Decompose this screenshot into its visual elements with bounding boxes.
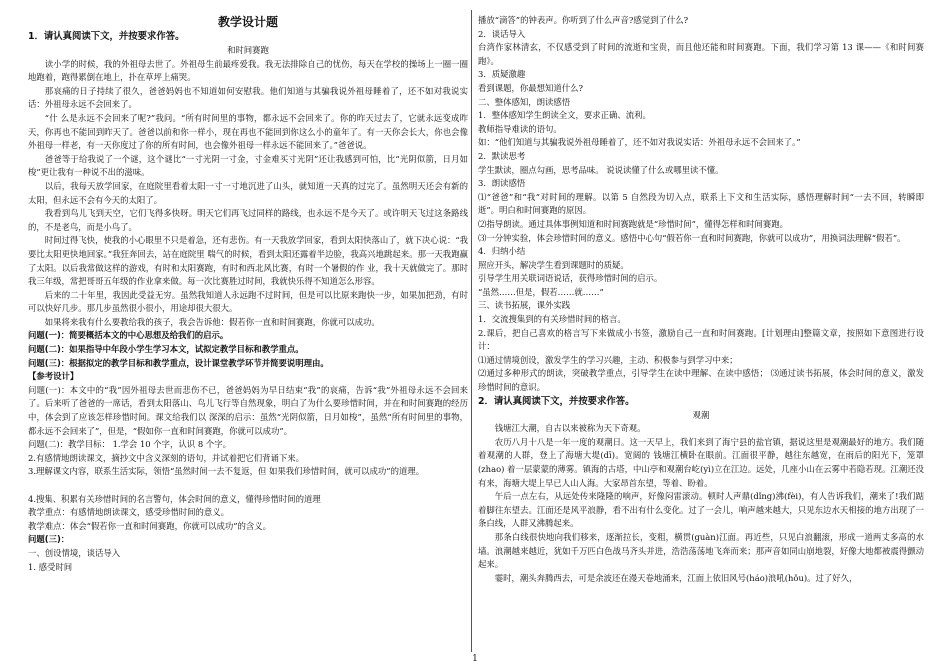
design-line: 教师指导难读的语句。 [478,123,562,134]
design-line: 2.课后，把自己喜欢的格言写下来做成小书签，激励自己一直和时间赛跑。[计划理由]整篇文章，按照如下意图进行设计： [478,327,924,352]
design-line: 台湾作家林清玄，不仅感受到了时间的流逝和宝贵，而且他还能和时间赛跑。下面，我们学习第 13 课——《和时间赛跑》。 [478,42,924,66]
story-2-paragraph: 霎时，潮头奔腾西去，可是余波还在漫天卷地涌来，江面上依旧风号(háo)浪吼(hǒu)。过了好久， [494,572,858,583]
question-item: 问题(一)：简要概括本文的中心思想及给我们的启示。 [28,330,229,341]
question-2-heading: 2．请认真阅读下文，并按要求作答。 [478,395,635,407]
design-line: 二、整体感知，朗读感悟 [478,96,571,107]
design-line: ⑴通过情境创设，激发学生的学习兴趣，主动、积极参与到学习中来； [478,354,738,365]
design-line: 3．质疑激趣 [478,69,526,80]
design-line: 2．默读思考 [478,150,526,161]
design-line: ⑵通过多种形式的朗读，突破教学重点，引导学生在读中理解、在读中感悟； ⑶通过读书拓展，体会时间的意义，激发珍惜时间的意识。 [478,368,924,393]
answer-2-line: 4.搜集、积累有关珍惜时间的名言警句，体会时间的意义，懂得珍惜时间的道理 [28,493,321,504]
question-item: 问题(三)：根据拟定的教学目标和教学重点，设计课堂教学环节并简要说明理由。 [28,357,329,368]
design-line: 1．整体感知学生朗读全文，要求正确、流利。 [478,110,651,121]
design-line: 学生默读，圈点勾画，思考品味。 说说读懂了什么或哪里读不懂。 [478,164,724,175]
story-paragraph: 读小学的时候，我的外祖母去世了。外祖母生前最疼爱我。我无法排除自己的忧伤，每天在学校的操场上一圈一圈地跑着，跑得累倒在地上，扑在草坪上痛哭。 [28,58,468,83]
question-1-heading: 1．请认真阅读下文，并按要求作答。 [28,31,185,42]
answer-2-line: 教学重点：有感情地朗读课文，感受珍惜时间的意义。 [28,507,229,518]
design-line: 引导学生用关联词语说话，获得珍惜时间的启示。 [478,273,663,284]
story-paragraph: 我看到鸟儿飞到天空，它们飞得多快呀。明天它们再飞过同样的路线，也永远不是今天了。或许明天飞过这条路线的，不是老鸟，而是小鸟了。 [28,208,468,232]
design-line: 播放“滴答”的钟表声。你听到了什么声音?感觉到了什么? [478,15,689,25]
page-title: 教学设计题 [217,15,278,29]
design-line: 3．朗读感悟 [478,178,526,189]
q3-line: 1. 感受时间 [28,561,73,572]
story-2-paragraph: 午后一点左右，从远处传来隆隆的响声，好像闷雷滚动。顿时人声鼎(dǐng)沸(fèi)，有人告诉我们，潮来了!我们踮着脚往东望去。江面还是风平浪静，看不出有什么变化。过了一会儿，响声越来越大，只见东边水天相接的地方出现了一条白线，人群又沸腾起来。 [478,491,924,529]
answer-2-line: 2.有感情地朗读课文，摘抄文中含义深刻的语句，并试着把它们背诵下来。 [28,452,304,463]
design-line: 看到课题，你最想知道什么? [478,82,583,93]
story-2-paragraph: 农历八月十八是一年一度的观潮日。这一天早上，我们来到了海宁县的盐官镇，据说这里是观潮最好的地方。我们随着观潮的人群，登上了海塘大堤(dī)。宽阔的 钱塘江横卧在眼前。江面很平静，越往东越宽，在雨后的阳光下，笼罩(zhao) 着一层蒙蒙的薄雾。镇海的古塔，中山亭和观潮台屹(yì)立在江边。远处，几座小山在云雾中若隐若现。江潮还没有来，海塘大堤上早已人山人海。大家昂首东望，等着、盼着。 [478,436,924,488]
column-divider [471,10,472,652]
design-line: 4．归纳小结 [478,246,526,257]
story-2-title: 观潮 [692,409,710,420]
story-paragraph: 爸爸等于给我说了一个谜，这个谜比“一寸光阴一寸金，寸金难买寸光阴”还让我感到可怕，比“光阴似箭，日月如梭”更让我有一种说不出的滋味。 [28,153,468,178]
design-line: 照应开头，解决学生看到课题时的质疑。 [478,259,629,270]
design-line: “虽然……但是，假若……就……” [478,286,604,297]
question-3-label: 问题(三)： [28,534,70,545]
story-paragraph: 后来的二十年里，我因此受益无穷。虽然我知道人永远跑不过时间，但是可以比原来跑快一步，如果加把劲，有时可以快好几步。那几步虽然很小很小，用途却很大很大。 [28,289,468,314]
story-paragraph: 时间过得飞快，使我的小心眼里不只是着急，还有悲伤。有一天我放学回家，看到太阳快落山了，就下决心说：“我要比太阳更快地回家。”我狂奔回去，站在庭院里 喘气的时候，看到太阳还露着半边脸，我高兴地跳起来。那一天我跑赢了太阳。以后我常做这样的游戏，有时和太阳赛跑，有时和西北风比赛，有时一个暑假的作 业，我十天就做完了。那时我三年级，常把哥哥五年级的作业拿来做。每一次比赛胜过时间，我就快乐得不知道怎么形容。 [28,235,468,287]
answer-2-line: 问题(二)：教学目标： 1.学会 10 个字，认识 8 个字。 [28,439,231,450]
spacer [28,479,468,493]
story-paragraph: 那哀痛的日子持续了很久，爸爸妈妈也不知道如何安慰我。他们知道与其骗我说外祖母睡着了，还不如对我说实话：外祖母永远不会回来了。 [28,85,468,110]
design-line: 三、读书拓展，课外实践 [478,300,571,311]
design-line: ⑶一分钟实验，体会珍惜时间的意义。感悟中心句“假若你一直和时间赛跑，你就可以成功”，用换词法理解“假若”。 [478,232,906,243]
design-line: ⑵指导朗读。通过具体事例知道和时间赛跑就是“珍惜时间”，懂得怎样和时间赛跑。 [478,218,789,229]
story-paragraph: “什 么是永远不会回来了呢?”我问。“所有时间里的事物，都永远不会回来了。你的昨天过去了，它就永远变成昨天，你再也不能回到昨天了。爸爸以前和你一样小，现在再也不能回到你这么小的童年了。有一天你会长大，你也会像外祖母一样老，有一天你度过了你的所有时间，也会像外祖母一样永远不能回来了。”爸爸说。 [28,112,468,151]
story-paragraph: 如果将来我有什么要教给我的孩子，我会告诉他：假若你一直和时间赛跑，你就可以成功。 [44,316,380,327]
story-paragraph: 以后，我每天放学回家，在庭院里看着太阳一寸一寸地沉进了山头，就知道一天真的过完了。虽然明天还会有新的太阳，但永远不会有今天的太阳了。 [28,180,468,205]
design-line: 1．交流搜集到的有关珍惜时间的格言。 [478,314,626,325]
right-column [478,14,924,585]
design-line: ⑴“爸爸”和“我”对时间的理解。以第 5 自然段为切入点，联系上下文和生活实际，感悟理解时间“一去不回，转瞬即逝”。明白和时间赛跑的原因。 [478,191,924,216]
question-item: 问题(二)：如果指导中年段小学生学习本文，试拟定教学目标和教学重点。 [28,344,304,355]
reference-label: 【参考设计】 [28,371,79,382]
design-line: 如：“他们知道与其骗我说外祖母睡着了，还不如对我说实话：外祖母永远不会回来了。” [478,137,801,148]
story-2-paragraph: 那条白线很快地向我们移来，逐渐拉长，变粗，横贯(guàn)江面。再近些，只见白浪翻滚，形成一道两丈多高的水墙。浪潮越来越近，犹如千万匹白色战马齐头并进，浩浩荡荡地飞奔而来；那声音如同山崩地裂，好像大地都被震得颤动起来。 [478,531,924,570]
left-column [28,14,468,574]
answer-2-line: 3.理解课文内容，联系生活实际，领悟“虽然时间一去不复返，但 如果我们珍惜时间，就可以成功”的道理。 [28,466,425,477]
story-2-paragraph: 钱塘江大潮，自古以来被称为天下奇观。 [494,423,646,434]
design-line: 2．谈话导入 [478,28,526,39]
story-title: 和时间赛跑 [227,45,269,55]
answer-2-line: 教学难点：体会“假若你一直和时间赛跑，你就可以成功”的含义。 [28,520,272,531]
answer-1: 问题(一)：本文中的“我”因外祖母去世而悲伤不已，爸爸妈妈为早日结束“我”的哀痛，告诉“我”外祖母永远不会回来 了。后来听了爸爸的一席话，看到太阳落山、鸟儿飞行等自然现象，明白了为什么要珍惜时间，并在和时间赛跑的经历中，体会到了应该怎样珍惜时间。课文给我们以 深深的启示：虽然“光阴似箭，日月如梭”，虽然“所有时间里的事物，都永远不会回来了”，但是，“假如你一直和时间赛跑，你就可以成功”。 [28,384,468,436]
q3-line: 一、创设情境，谈话导入 [28,547,121,558]
page-number: 1 [472,654,478,664]
